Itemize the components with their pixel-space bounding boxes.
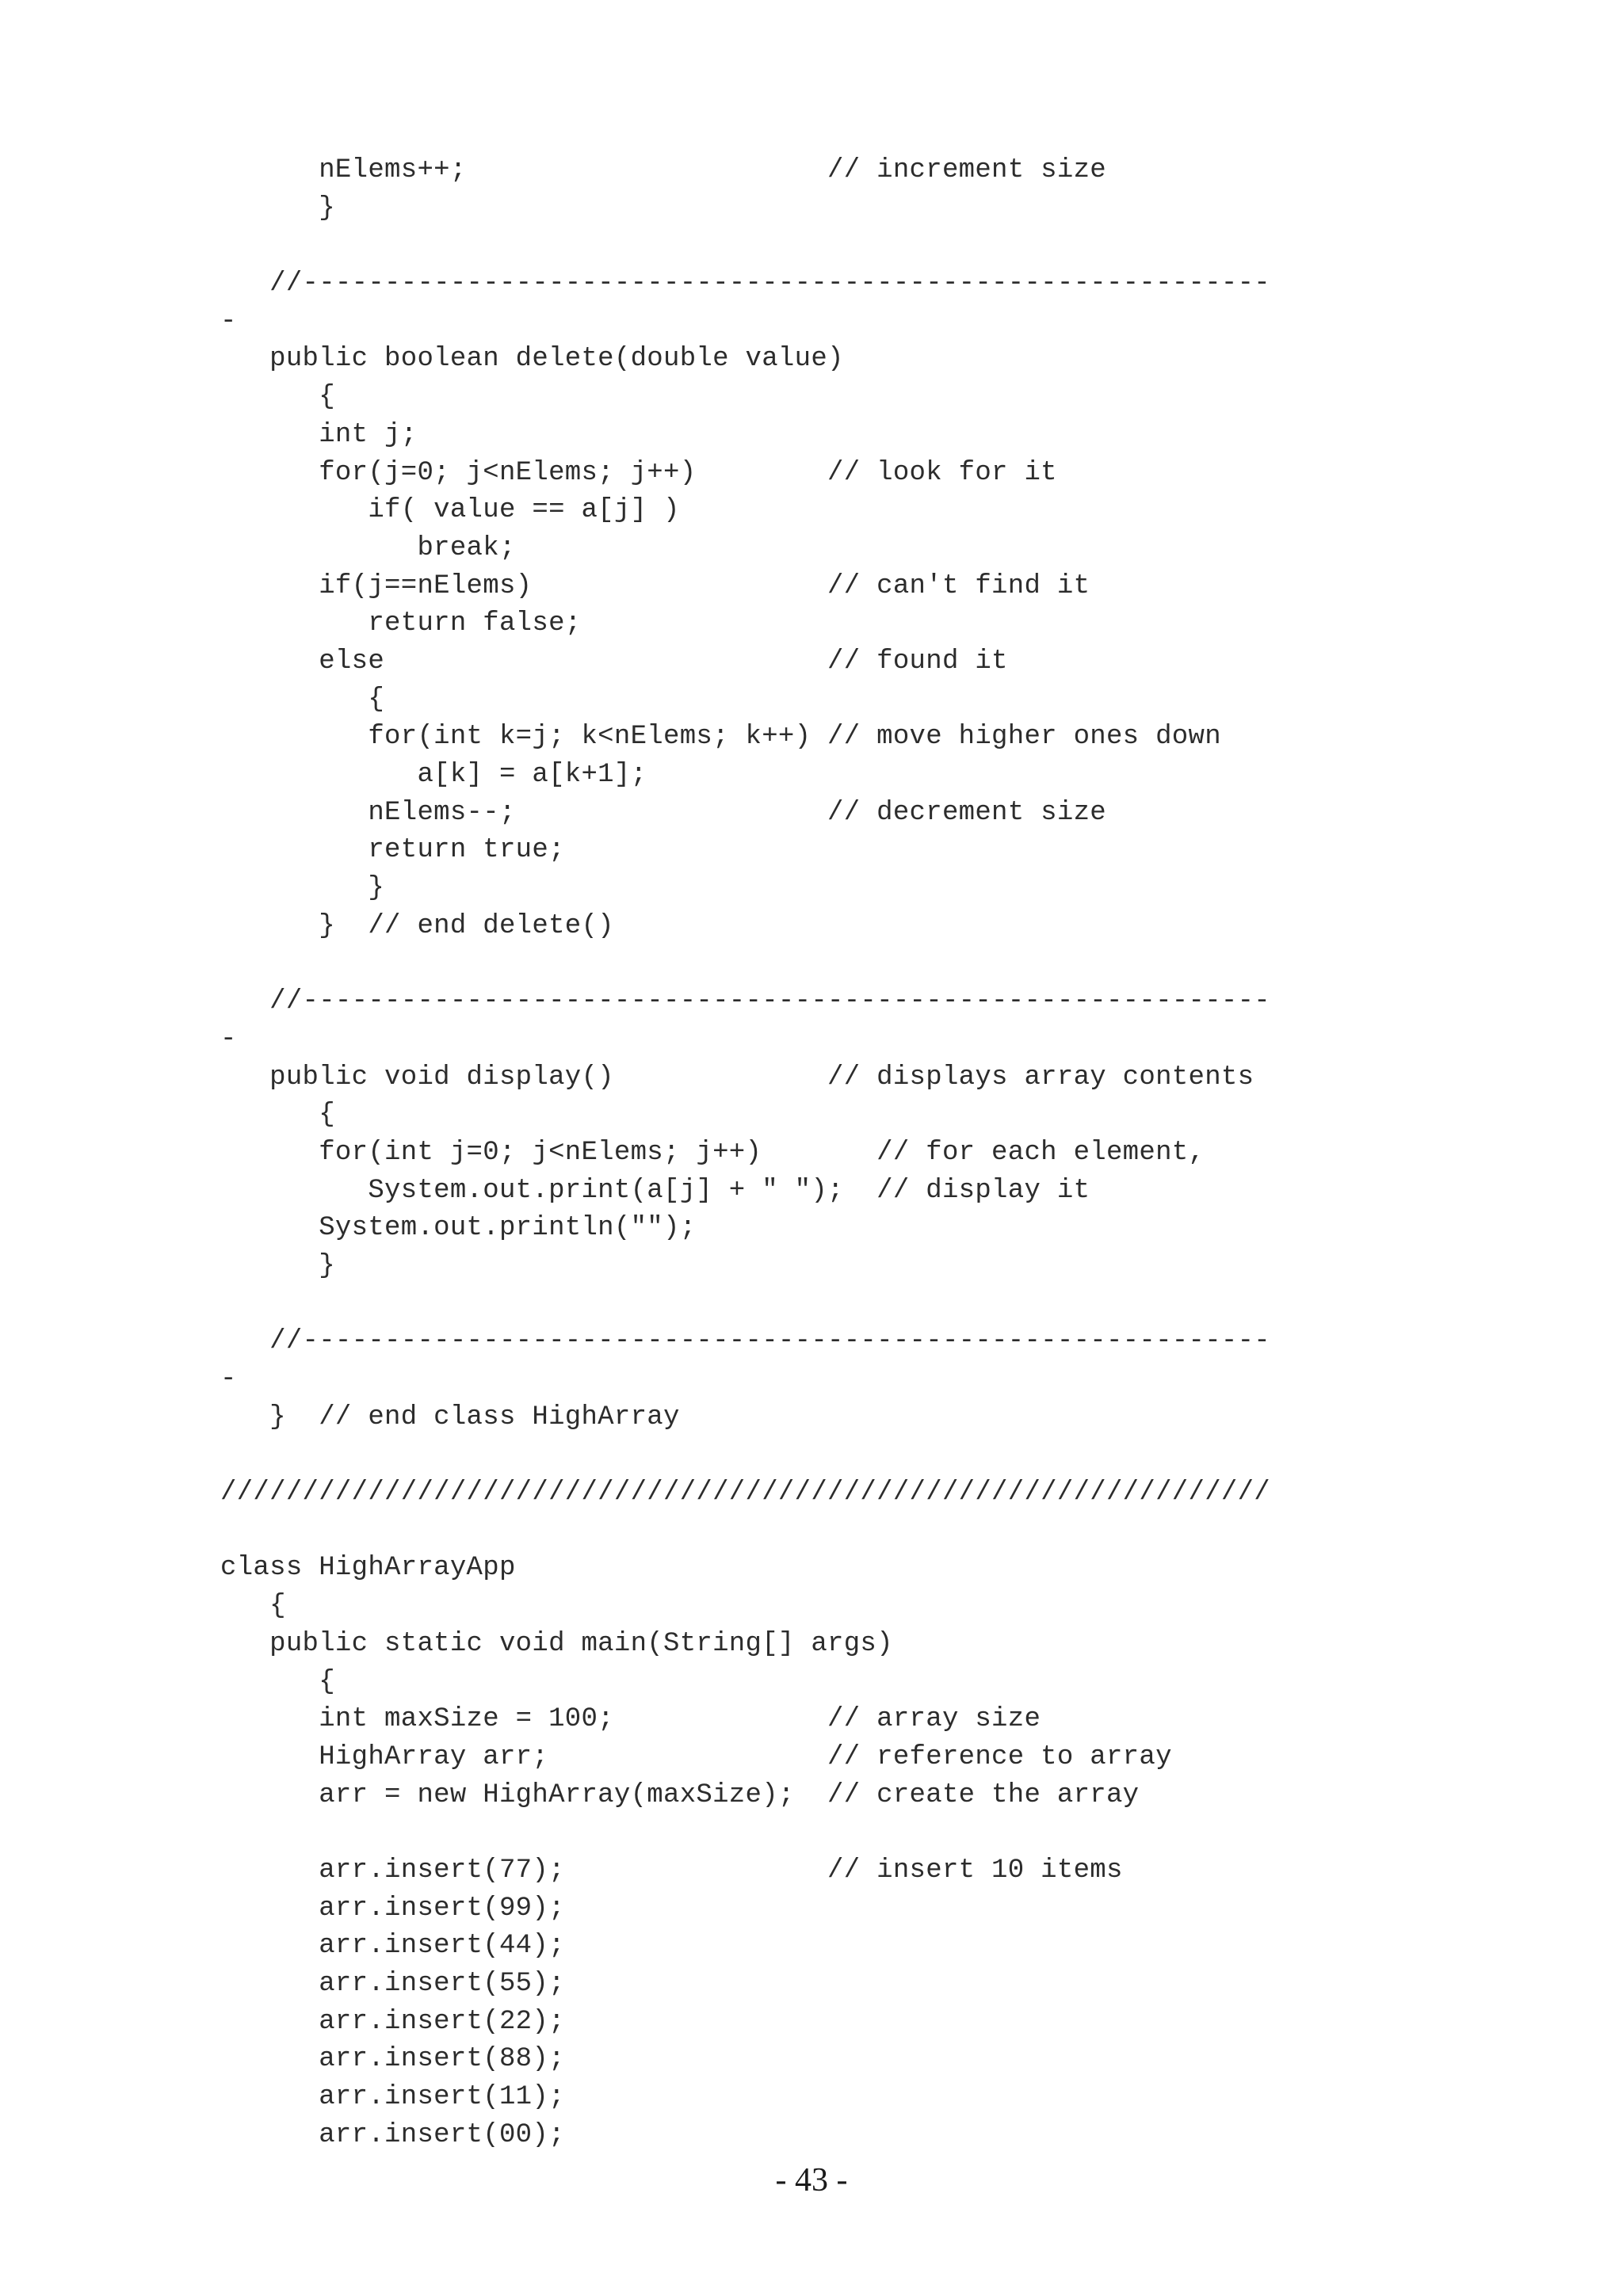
code-line: arr = new HighArray(maxSize); // create the array [220,1779,1140,1810]
code-line: if( value == a[j] ) [220,495,680,526]
code-line: { [220,382,335,413]
code-line: HighArray arr; // reference to array [220,1741,1172,1772]
code-line: class HighArrayApp [220,1553,516,1584]
page-number: - 43 - [775,2162,848,2199]
code-line [220,945,1270,983]
code-line: arr.insert(77); // insert 10 items [220,1855,1123,1886]
code-line: - [220,1024,237,1055]
code-line: return false; [220,608,582,639]
code-line: public void display() // displays array contents [220,1062,1254,1093]
code-line: public boolean delete(double value) [220,344,844,375]
code-line: //----------------------------------------------------------- [220,269,1271,299]
code-line: arr.insert(99); [220,1893,565,1924]
code-line: return true; [220,835,565,866]
code-line: System.out.print(a[j] + " "); // display it [220,1175,1090,1206]
code-line: { [220,1666,335,1697]
code-line: } [220,193,335,223]
code-line: arr.insert(22); [220,2006,565,2037]
code-line: arr.insert(44); [220,1931,565,1962]
code-line: public static void main(String[] args) [220,1628,893,1659]
code-line: } [220,1250,335,1281]
code-line: nElems++; // increment size [220,155,1106,185]
code-line: //----------------------------------------------------------- [220,986,1271,1017]
code-line [220,1512,1270,1550]
code-line: arr.insert(55); [220,1969,565,1999]
code-line: { [220,684,385,715]
code-line [220,1436,1270,1474]
code-line: for(int j=0; j<nElems; j++) // for each element, [220,1137,1205,1168]
code-line: for(j=0; j<nElems; j++) // look for it [220,457,1057,488]
code-line: //----------------------------------------------------------- [220,1326,1271,1357]
code-line: arr.insert(11); [220,2082,565,2113]
code-line: } // end class HighArray [220,1402,680,1432]
code-line: int maxSize = 100; // array size [220,1704,1041,1735]
code-line: for(int k=j; k<nElems; k++) // move higher ones down [220,722,1221,753]
code-line: } [220,873,385,904]
code-line [220,1286,1270,1324]
code-line: //////////////////////////////////////////////////////////////// [220,1478,1271,1508]
code-line: break; [220,532,516,563]
code-line [220,227,1270,265]
code-line: - [220,306,237,337]
code-line: System.out.println(""); [220,1213,697,1244]
code-line: int j; [220,419,418,450]
code-line: arr.insert(88); [220,2044,565,2075]
code-line: { [220,1591,286,1622]
code-line: } // end delete() [220,910,614,941]
code-listing [220,152,1270,2154]
code-line: a[k] = a[k+1]; [220,760,647,790]
code-line: - [220,1364,237,1394]
code-line: if(j==nElems) // can't find it [220,570,1090,601]
code-line: { [220,1100,335,1131]
code-line: nElems--; // decrement size [220,797,1106,828]
code-line [220,1814,1270,1852]
code-line: arr.insert(00); [220,2119,565,2150]
code-line: else // found it [220,646,1008,677]
